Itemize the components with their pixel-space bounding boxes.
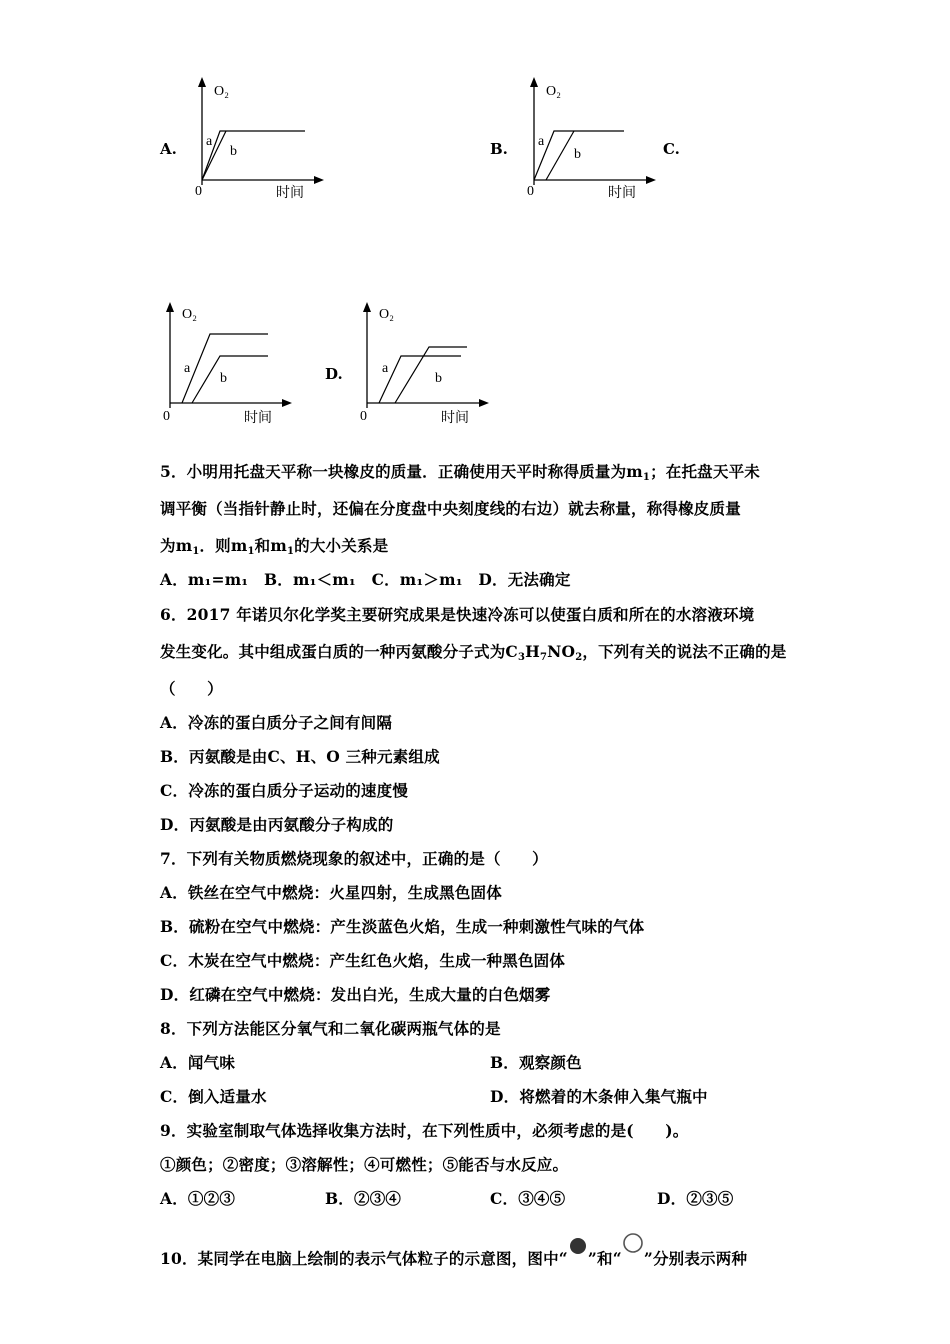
q6-option-d: D．丙氨酸是由丙氨酸分子构成的: [160, 815, 394, 834]
q7-option-b: B．硫粉在空气中燃烧：产生淡蓝色火焰，生成一种刺激性气味的气体: [160, 917, 645, 936]
q5-line-2: 调平衡（当指针静止时，还偏在分度盘中央刻度线的右边）就去称量，称得橡皮质量: [160, 499, 741, 518]
q6-option-b: B．丙氨酸是由C、H、O 三种元素组成: [160, 747, 440, 766]
graph-a-x-label: 时间: [276, 186, 304, 201]
graph-c-y-arrow: [166, 302, 174, 312]
q7-option-a: A．铁丝在空气中燃烧：火星四射，生成黑色固体: [160, 883, 502, 902]
graph-a-line-a: [202, 131, 305, 180]
graph-d-x-label: 时间: [441, 411, 469, 426]
graph-b-x-arrow: [646, 176, 656, 184]
graph-a-line-a-label: a: [206, 134, 213, 149]
q7-option-c: C．木炭在空气中燃烧：产生红色火焰，生成一种黑色固体: [160, 951, 566, 970]
q8-option-a: A．闻气味: [160, 1053, 236, 1072]
option-label-b: B.: [490, 140, 508, 158]
q5-line-3: 为$m_1$．则$m_1$和$m_1$的大小关系是: [160, 536, 389, 557]
graph-b-y-label: O₂: [546, 84, 561, 99]
graph-b-line-b: [546, 131, 574, 180]
q6-option-c: C．冷冻的蛋白质分子运动的速度慢: [160, 781, 409, 800]
graph-d-line-b: [395, 347, 467, 403]
graph-d-line-b-label: b: [435, 371, 442, 386]
graph-a-x-arrow: [314, 176, 324, 184]
q8-option-c: C．倒入适量水: [160, 1087, 267, 1106]
graph-c-line-a: [182, 334, 268, 403]
graph-c-line-a-label: a: [184, 361, 191, 376]
q6-line-1: 6．2017 年诺贝尔化学奖主要研究成果是快速冷冻可以使蛋白质和所在的水溶液环境: [160, 605, 755, 624]
hollow-particle-icon: [622, 1232, 644, 1256]
q9-option-b: B．②③④: [325, 1189, 402, 1208]
q8-option-b: B．观察颜色: [490, 1053, 582, 1072]
graph-a-y-arrow: [198, 77, 206, 87]
graph-b-line-b-label: b: [574, 147, 581, 162]
graph-a-origin: 0: [195, 184, 202, 199]
q9-option-c: C．③④⑤: [490, 1189, 566, 1208]
graph-b-origin: 0: [527, 184, 534, 199]
q8-option-d: D．将燃着的木条伸入集气瓶中: [490, 1087, 708, 1106]
q9-option-a: A．①②③: [160, 1189, 236, 1208]
graph-a: [190, 75, 330, 205]
q9-properties: ①颜色；②密度；③溶解性；④可燃性；⑤能否与水反应。: [160, 1155, 569, 1174]
graph-b-x-label: 时间: [608, 186, 636, 201]
q5-line-1: 5．小明用托盘天平称一块橡皮的质量．正确使用天平时称得质量为$m_1$；在托盘天平未: [160, 462, 760, 483]
q9-stem: 9．实验室制取气体选择收集方法时，在下列性质中，必须考虑的是( )。: [160, 1121, 689, 1140]
graph-a-y-label: O₂: [214, 84, 229, 99]
q8-stem: 8．下列方法能区分氧气和二氧化碳两瓶气体的是: [160, 1019, 501, 1038]
q7-option-d: D．红磷在空气中燃烧：发出白光，生成大量的白色烟雾: [160, 985, 551, 1004]
graph-c-y-label: O₂: [182, 307, 197, 322]
q9-option-d: D．②③⑤: [657, 1189, 734, 1208]
graph-c-x-arrow: [282, 399, 292, 407]
graph-d-y-arrow: [363, 302, 371, 312]
q6-option-a: A．冷冻的蛋白质分子之间有间隔: [160, 713, 393, 732]
q10-line-1: 10．某同学在电脑上绘制的表示气体粒子的示意图，图中“ ”和“ ”分别表示两种: [160, 1232, 747, 1269]
graph-d-line-a-label: a: [382, 361, 389, 376]
q6-line-2: 发生变化。其中组成蛋白质的一种丙氨酸分子式为$C_3H_7NO_2$，下列有关的说法不正确的是: [160, 642, 787, 663]
graph-c-origin: 0: [163, 409, 170, 424]
graph-a-line-b-label: b: [230, 144, 237, 159]
graph-b: [522, 75, 662, 205]
graph-d-x-arrow: [479, 399, 489, 407]
q7-stem: 7．下列有关物质燃烧现象的叙述中，正确的是（ ）: [160, 849, 548, 868]
graph-c-x-label: 时间: [244, 411, 272, 426]
option-label-c: C.: [663, 140, 680, 158]
q5-options: A．m₁=m₁ B．m₁＜m₁ C．m₁＞m₁ D．无法确定: [160, 570, 571, 589]
q6-line-3: （ ）: [160, 679, 223, 698]
graph-d-y-label: O₂: [379, 307, 394, 322]
graph-d: [355, 300, 495, 430]
graph-c: [158, 300, 298, 430]
option-label-d: D.: [325, 365, 343, 383]
graph-b-line-a-label: a: [538, 134, 545, 149]
graph-d-line-a: [379, 356, 461, 403]
graph-b-y-arrow: [530, 77, 538, 87]
graph-c-line-b: [192, 356, 268, 403]
graph-d-origin: 0: [360, 409, 367, 424]
filled-particle-icon: [568, 1236, 588, 1258]
option-label-a: A.: [160, 140, 177, 158]
graph-c-line-b-label: b: [220, 371, 227, 386]
